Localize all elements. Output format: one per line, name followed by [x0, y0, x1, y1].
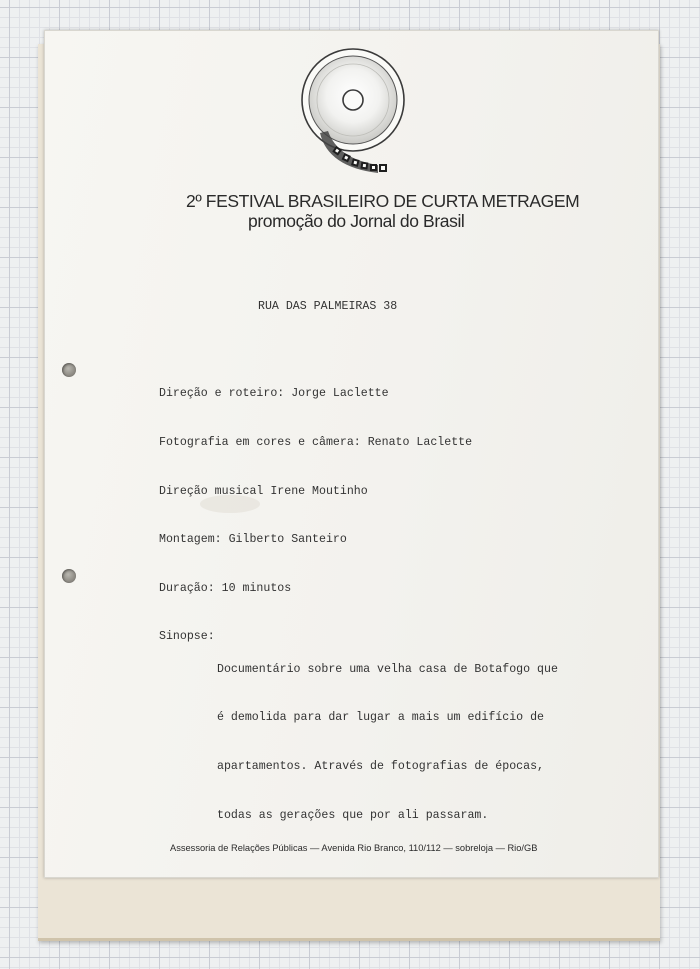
credit-duration: Duração: 10 minutos	[159, 581, 292, 595]
credit-music: Direção musical Irene Moutinho	[159, 484, 368, 498]
synopsis-label: Sinopse:	[159, 630, 215, 644]
festival-subtitle: promoção do Jornal do Brasil	[248, 211, 465, 231]
credit-editing: Montagem: Gilberto Santeiro	[159, 533, 347, 547]
synopsis-line: todas as gerações que por ali passaram.	[217, 808, 489, 822]
synopsis	[159, 629, 558, 856]
festival-title: 2º FESTIVAL BRASILEIRO DE CURTA METRAGEM	[186, 191, 580, 211]
footer-address: Assessoria de Relações Públicas — Avenida Rio Branco, 110/112 — sobreloja — Rio/GB	[170, 843, 538, 853]
synopsis-line: Documentário sobre uma velha casa de Botafogo que	[217, 662, 558, 676]
film-reel-icon	[298, 47, 408, 182]
punch-hole-top	[62, 363, 76, 377]
credits-block	[159, 354, 558, 872]
synopsis-text	[217, 629, 558, 856]
synopsis-line: é demolida para dar lugar a mais um edifício de	[217, 711, 544, 725]
credit-photography: Fotografia em cores e câmera: Renato Laclette	[159, 436, 473, 449]
credit-direction: Direção e roteiro: Jorge Laclette	[159, 387, 389, 401]
film-title: RUA DAS PALMEIRAS 38	[258, 300, 398, 313]
synopsis-line: apartamentos. Através de fotografias de épocas,	[217, 759, 544, 773]
punch-hole-bottom	[62, 569, 76, 583]
